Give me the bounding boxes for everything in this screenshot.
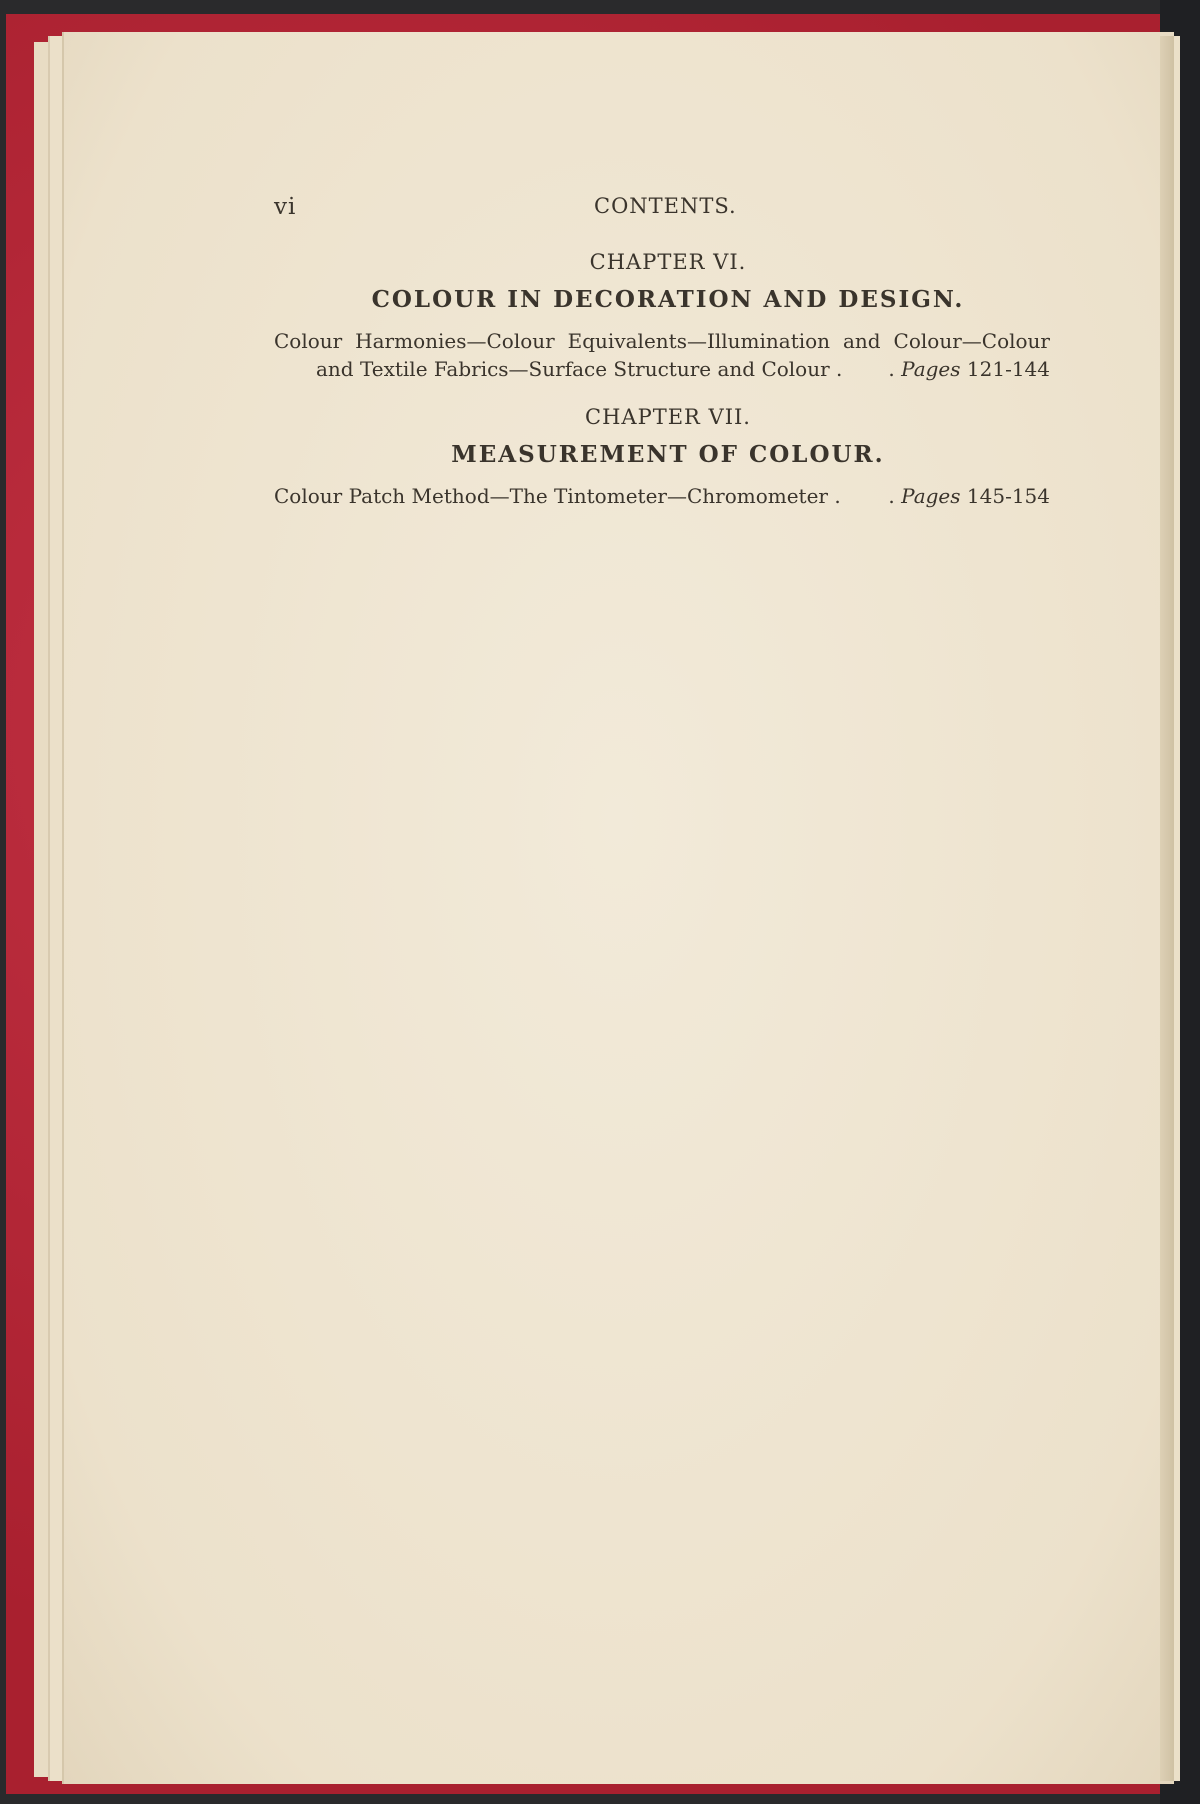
page-reference: [888, 355, 1050, 383]
pages-range: 121-144: [966, 357, 1050, 381]
pages-range: 145-154: [966, 484, 1050, 508]
chapter-heading: MEASUREMENT OF COLOUR.: [451, 441, 885, 468]
entry-word: Harmonies—Colour: [355, 329, 555, 353]
entry-word: Equivalents—Illumination: [567, 329, 831, 353]
entry-word: Colour—Colour: [893, 329, 1050, 353]
page-right-edge: [1160, 36, 1174, 1781]
entry-word: Colour: [274, 329, 343, 353]
chapter-entry: [274, 327, 1050, 383]
entry-word: and: [843, 329, 881, 353]
leader-dot: .: [888, 357, 895, 381]
entry-line: [274, 355, 1050, 383]
running-head: [274, 180, 1050, 220]
entry-text: Colour Patch Method—The Tintometer—Chromometer .: [274, 484, 841, 508]
chapter-entry: [274, 482, 1050, 510]
entry-line: [274, 482, 1050, 510]
pages-word: Pages: [901, 484, 961, 508]
chapter-label: CHAPTER VI.: [589, 250, 747, 274]
chapter-heading: COLOUR IN DECORATION AND DESIGN.: [371, 286, 965, 313]
entry-line: [274, 327, 1050, 355]
chapter-label: CHAPTER VII.: [585, 405, 751, 429]
entry-text: and Textile Fabrics—Surface Structure and Colour .: [316, 357, 843, 381]
pages-word: Pages: [901, 357, 961, 381]
running-title: CONTENTS.: [594, 194, 737, 218]
contents-text: [274, 180, 1050, 510]
page-reference: [888, 482, 1050, 510]
leader-dot: .: [888, 484, 895, 508]
page-number: vi: [274, 194, 297, 220]
